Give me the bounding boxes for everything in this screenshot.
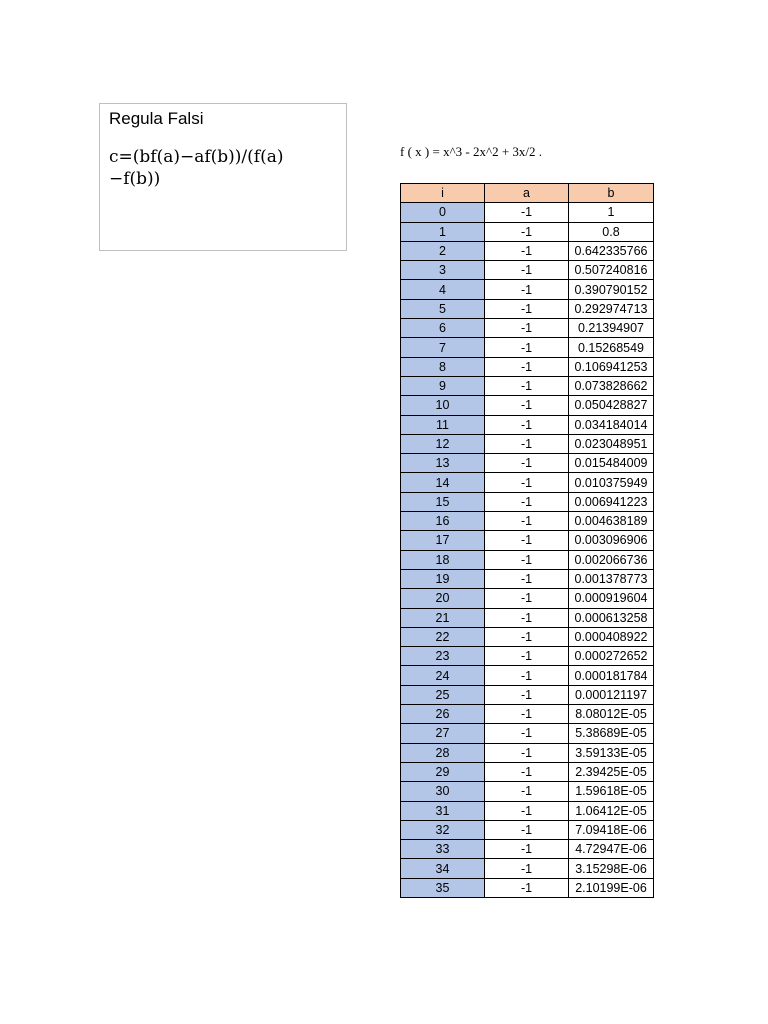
- cell-a: -1: [485, 685, 569, 704]
- table-row: [401, 627, 654, 646]
- cell-i: 34: [401, 859, 485, 878]
- cell-i: 19: [401, 569, 485, 588]
- cell-b: 0.002066736: [569, 550, 654, 569]
- cell-b: 0.001378773: [569, 569, 654, 588]
- table-row: [401, 203, 654, 222]
- header-i: i: [401, 184, 485, 203]
- cell-i: 14: [401, 473, 485, 492]
- cell-a: -1: [485, 261, 569, 280]
- cell-a: -1: [485, 415, 569, 434]
- cell-a: -1: [485, 859, 569, 878]
- cell-b: 0.000613258: [569, 608, 654, 627]
- cell-i: 30: [401, 782, 485, 801]
- cell-i: 8: [401, 357, 485, 376]
- cell-a: -1: [485, 762, 569, 781]
- cell-b: 1: [569, 203, 654, 222]
- cell-b: 0.006941223: [569, 492, 654, 511]
- iteration-table: [400, 183, 654, 898]
- cell-b: 0.004638189: [569, 512, 654, 531]
- cell-a: -1: [485, 743, 569, 762]
- table-row: [401, 550, 654, 569]
- cell-a: -1: [485, 376, 569, 395]
- cell-a: -1: [485, 550, 569, 569]
- cell-i: 4: [401, 280, 485, 299]
- cell-b: 1.06412E-05: [569, 801, 654, 820]
- cell-a: -1: [485, 878, 569, 897]
- cell-b: 4.72947E-06: [569, 840, 654, 859]
- cell-b: 8.08012E-05: [569, 705, 654, 724]
- cell-i: 22: [401, 627, 485, 646]
- cell-i: 5: [401, 299, 485, 318]
- cell-a: -1: [485, 840, 569, 859]
- table-row: [401, 705, 654, 724]
- cell-i: 10: [401, 396, 485, 415]
- cell-i: 3: [401, 261, 485, 280]
- table-row: [401, 376, 654, 395]
- table-row: [401, 801, 654, 820]
- cell-b: 0.000408922: [569, 627, 654, 646]
- table-row: [401, 396, 654, 415]
- table-row: [401, 666, 654, 685]
- cell-i: 28: [401, 743, 485, 762]
- cell-a: -1: [485, 454, 569, 473]
- regula-falsi-formula: c=(bf(a)−af(b))/(f(a) −f(b)): [109, 147, 284, 189]
- cell-i: 24: [401, 666, 485, 685]
- cell-a: -1: [485, 627, 569, 646]
- table-row: [401, 589, 654, 608]
- cell-a: -1: [485, 531, 569, 550]
- cell-a: -1: [485, 280, 569, 299]
- cell-i: 13: [401, 454, 485, 473]
- cell-i: 6: [401, 319, 485, 338]
- cell-b: 0.106941253: [569, 357, 654, 376]
- table-row: [401, 647, 654, 666]
- cell-b: 0.000272652: [569, 647, 654, 666]
- table-row: [401, 241, 654, 260]
- cell-i: 12: [401, 434, 485, 453]
- cell-b: 0.8: [569, 222, 654, 241]
- textbox-title: Regula Falsi: [109, 109, 204, 128]
- cell-a: -1: [485, 357, 569, 376]
- table-row: [401, 473, 654, 492]
- cell-b: 0.073828662: [569, 376, 654, 395]
- table-row: [401, 724, 654, 743]
- cell-b: 0.390790152: [569, 280, 654, 299]
- table-row: [401, 357, 654, 376]
- cell-i: 27: [401, 724, 485, 743]
- cell-i: 31: [401, 801, 485, 820]
- cell-a: -1: [485, 647, 569, 666]
- cell-b: 0.292974713: [569, 299, 654, 318]
- cell-a: -1: [485, 319, 569, 338]
- cell-i: 16: [401, 512, 485, 531]
- cell-a: -1: [485, 492, 569, 511]
- cell-i: 7: [401, 338, 485, 357]
- cell-i: 33: [401, 840, 485, 859]
- cell-i: 15: [401, 492, 485, 511]
- cell-b: 0.000121197: [569, 685, 654, 704]
- cell-b: 0.003096906: [569, 531, 654, 550]
- cell-i: 26: [401, 705, 485, 724]
- table-row: [401, 261, 654, 280]
- cell-b: 0.000919604: [569, 589, 654, 608]
- cell-i: 32: [401, 820, 485, 839]
- table-row: [401, 782, 654, 801]
- table-row: [401, 222, 654, 241]
- table-row: [401, 338, 654, 357]
- cell-i: 0: [401, 203, 485, 222]
- cell-b: 0.507240816: [569, 261, 654, 280]
- cell-a: -1: [485, 801, 569, 820]
- cell-b: 0.023048951: [569, 434, 654, 453]
- cell-b: 7.09418E-06: [569, 820, 654, 839]
- cell-a: -1: [485, 820, 569, 839]
- cell-a: -1: [485, 222, 569, 241]
- table-row: [401, 685, 654, 704]
- cell-b: 0.642335766: [569, 241, 654, 260]
- table-row: [401, 608, 654, 627]
- table-row: [401, 859, 654, 878]
- cell-i: 25: [401, 685, 485, 704]
- table-row: [401, 415, 654, 434]
- cell-b: 3.59133E-05: [569, 743, 654, 762]
- regula-falsi-textbox: [99, 103, 347, 251]
- table-row: [401, 840, 654, 859]
- table-header-row: [401, 184, 654, 203]
- table-row: [401, 762, 654, 781]
- cell-a: -1: [485, 608, 569, 627]
- table-row: [401, 531, 654, 550]
- table-row: [401, 512, 654, 531]
- cell-a: -1: [485, 203, 569, 222]
- cell-a: -1: [485, 782, 569, 801]
- cell-b: 0.034184014: [569, 415, 654, 434]
- cell-b: 5.38689E-05: [569, 724, 654, 743]
- cell-i: 35: [401, 878, 485, 897]
- cell-i: 11: [401, 415, 485, 434]
- table-row: [401, 569, 654, 588]
- table-row: [401, 319, 654, 338]
- cell-i: 1: [401, 222, 485, 241]
- cell-a: -1: [485, 338, 569, 357]
- table-row: [401, 878, 654, 897]
- cell-b: 1.59618E-05: [569, 782, 654, 801]
- cell-i: 23: [401, 647, 485, 666]
- cell-a: -1: [485, 241, 569, 260]
- cell-i: 2: [401, 241, 485, 260]
- cell-b: 0.000181784: [569, 666, 654, 685]
- table-row: [401, 454, 654, 473]
- cell-b: 0.21394907: [569, 319, 654, 338]
- table-row: [401, 743, 654, 762]
- table-row: [401, 492, 654, 511]
- cell-a: -1: [485, 569, 569, 588]
- table-row: [401, 299, 654, 318]
- cell-b: 0.010375949: [569, 473, 654, 492]
- cell-a: -1: [485, 473, 569, 492]
- function-label: f ( x ) = x^3 - 2x^2 + 3x/2 .: [400, 144, 543, 159]
- table-row: [401, 820, 654, 839]
- cell-b: 0.015484009: [569, 454, 654, 473]
- cell-a: -1: [485, 396, 569, 415]
- cell-a: -1: [485, 724, 569, 743]
- cell-a: -1: [485, 434, 569, 453]
- cell-a: -1: [485, 705, 569, 724]
- cell-b: 2.39425E-05: [569, 762, 654, 781]
- cell-i: 9: [401, 376, 485, 395]
- cell-b: 3.15298E-06: [569, 859, 654, 878]
- cell-i: 20: [401, 589, 485, 608]
- table-body: [401, 203, 654, 898]
- cell-b: 2.10199E-06: [569, 878, 654, 897]
- cell-a: -1: [485, 589, 569, 608]
- cell-b: 0.050428827: [569, 396, 654, 415]
- cell-i: 18: [401, 550, 485, 569]
- table-row: [401, 434, 654, 453]
- table-row: [401, 280, 654, 299]
- cell-i: 21: [401, 608, 485, 627]
- cell-a: -1: [485, 299, 569, 318]
- header-a: a: [485, 184, 569, 203]
- cell-a: -1: [485, 512, 569, 531]
- cell-b: 0.15268549: [569, 338, 654, 357]
- cell-i: 17: [401, 531, 485, 550]
- cell-i: 29: [401, 762, 485, 781]
- header-b: b: [569, 184, 654, 203]
- cell-a: -1: [485, 666, 569, 685]
